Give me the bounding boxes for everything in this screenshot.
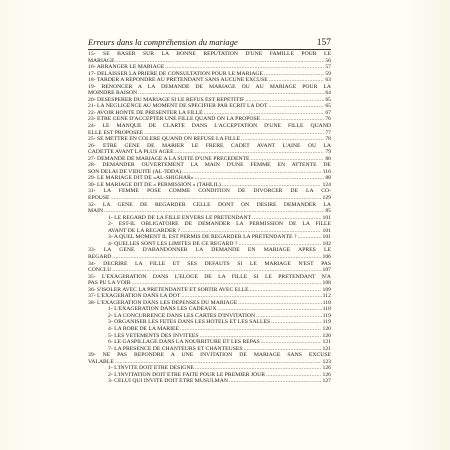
toc-entry-page: 121 <box>322 339 331 346</box>
toc-entry-page: 127 <box>322 378 331 385</box>
toc-entry-page: 77 <box>325 129 331 136</box>
toc-entry-title: PAS PU LA VOIR <box>88 280 131 287</box>
toc-entry-page: 101 <box>322 227 331 234</box>
toc-entry-page: 112 <box>322 293 331 300</box>
toc-entry: 28- DEMANDER OUVERTEMENT LA MAIN D'UNE FEMME EN ATTENTE DE <box>88 162 331 169</box>
toc-entry-page: 64 <box>325 90 331 97</box>
toc-entry-title: 4- QUELLES SONT LES LIMITES DE CE REGARD ? <box>108 240 238 247</box>
toc-entry-page: 118 <box>322 299 331 306</box>
toc-entry-page: 65 <box>325 103 331 110</box>
toc-entry-title: AVANT DE LA REGARDER ? <box>108 227 181 234</box>
toc-entry-page: 88 <box>325 175 331 182</box>
dot-leader <box>241 136 324 143</box>
toc-entry-page: 78 <box>325 136 331 143</box>
toc-entry-page: 120 <box>322 325 331 332</box>
toc-entry-title: 3- CELUI QUI INVITE DOIT ETRE MUSULMAN <box>108 378 228 385</box>
toc-entry <box>88 195 331 202</box>
toc-entry-page: 126 <box>322 371 331 378</box>
toc-entry-title: 38- L'EXAGERATION DANS LES DEPENSES DU MARIAGE <box>88 299 238 306</box>
toc-entry-page: 65 <box>325 96 331 103</box>
toc-entry-title: 1- L'INVITE DOIT ETRE DESIGNE <box>108 365 194 372</box>
toc-entry-page: 120 <box>322 332 331 339</box>
toc-entry-page: 129 <box>322 195 331 202</box>
toc-entry-page: 67 <box>325 109 331 116</box>
toc-entry-title: 18- TARDER A REPONDRE AU PRETENDANT SANS AUCUNE EXCUSE <box>88 77 268 84</box>
toc-entry-page: 109 <box>322 286 331 293</box>
toc-entry-page: 76 <box>325 116 331 123</box>
toc-entry-page: 101 <box>322 214 331 221</box>
toc-entry-title: 21- LA NEGLIGENCE AU MOMENT DE SPECIFIER PAR ECRIT LA DOT <box>88 103 268 110</box>
toc-entry-title: 29- LE MARIAGE DIT DE «AL-SHIGHAR» <box>88 175 194 182</box>
toc-entry-page: 118 <box>322 306 331 313</box>
toc-entry-page: 63 <box>325 77 331 84</box>
toc-entry-page: 56 <box>325 57 331 64</box>
toc-entry <box>88 267 331 274</box>
toc-entry-title: 5- LES VETEMENTS DES INVITEES <box>108 332 199 339</box>
toc-entry-page: 102 <box>322 240 331 247</box>
toc-entry-title: 4- LA ROBE DE LA MARIEE <box>108 325 179 332</box>
toc-entry-title: 3- ORGANISER LES FETES DANS LES HOTELS ET LES SALLES <box>108 319 271 326</box>
toc-entry-title: MAIN <box>88 208 104 215</box>
toc-entry-title: 23- ETRE GENE D'ACCEPTER UNE FILLE QUAND ON LA PROPOSE <box>88 116 261 123</box>
toc-entry: 35- L'EXAGERATION DANS L'ELOGE DE LA FILLE SI LE PRETENDANT N'A <box>88 273 331 280</box>
running-title: Erreurs dans la compréhension du mariage <box>88 37 238 47</box>
toc-entry-page: 85 <box>325 208 331 215</box>
table-of-contents <box>88 51 331 385</box>
toc-entry: 26- ETRE GENE DE MARIER LE FRERE CADET AVANT L'AINE OU LA <box>88 142 331 149</box>
toc-entry-title: 36- S'ISOLER AVEC LA PRETENDANTE ET SORTIR AVEC ELLE <box>88 286 249 293</box>
toc-entry-title: MARIAGE <box>88 57 115 64</box>
toc-entry-page: 107 <box>322 267 331 274</box>
toc-entry-title: MOINDRE RAISON <box>88 90 138 97</box>
toc-entry-title: ELLE EST PROPOSEE <box>88 129 144 136</box>
toc-entry <box>88 254 331 261</box>
toc-entry-title: 25- SE METTRE EN COLERE QUAND ON REFUSE LA FILLE <box>88 136 241 143</box>
toc-entry-title: CONCLU <box>88 267 112 274</box>
toc-entry <box>88 136 331 143</box>
toc-entry-page: 79 <box>325 149 331 156</box>
toc-entry-title: 3- A QUEL MOMENT IL EST PERMIS DE REGARDER LA PRETENDANTE ? <box>108 234 297 241</box>
toc-entry-title: 1- L'EXAGERATION DANS LES CADEAUX <box>108 306 217 313</box>
dot-leader <box>111 195 322 202</box>
toc-entry-title: REGARD <box>88 253 112 260</box>
toc-entry-title: 16- ARRANGER LE MARIAGE <box>88 64 165 71</box>
toc-entry-page: 126 <box>322 365 331 372</box>
toc-entry-title: VALABLE <box>88 358 114 365</box>
toc-entry: 39- NE PAS REPONDRE A UNE INVITATION DE MARIAGE SANS EXCUSE <box>88 352 331 359</box>
toc-entry-page: 119 <box>322 312 331 319</box>
toc-entry-title: CADETTE AVANT LA PLUS AGEE <box>88 149 174 156</box>
dot-leader <box>269 77 325 84</box>
page-number: 157 <box>316 38 331 48</box>
toc-entry: 34- DECRIRE LA FILLE ET SES DEFAUTS SI LE MARIAGE N'EST PAS <box>88 260 331 267</box>
toc-entry-page: 106 <box>322 253 331 260</box>
toc-entry: 24- LE MANQUE DE CLARTE DANS L'ACCEPTATION D'UNE FILLE QUAND <box>88 123 331 130</box>
toc-entry: 15- SE BASER SUR LA BONNE REPUTATION D'UNE FAMILLE POUR LE <box>88 51 331 57</box>
toc-entry-title: 37- L'EXAGERATION DANS LA DOT <box>88 293 181 300</box>
toc-entry-title: 7- LA PRESENCE DE CHANTEURS ET CHANTEUSES <box>108 345 243 352</box>
toc-entry-page: 124 <box>322 181 331 188</box>
toc-entry-title: 6- LE GASPILLAGE DANS LA NOURRITURE ET LES REPAS <box>108 339 260 346</box>
toc-entry-title: 22- AVOIR HONTE DE PRESENTER LA FILLE <box>88 109 203 116</box>
toc-entry-title: 27- DEMANDE DE MARIAGE A LA SUITE D'UNE PRECEDENTE <box>88 155 250 162</box>
page-header <box>88 35 331 50</box>
toc-entry: 19- RENONCER A LA DEMANDE DE MARIAGE OU AU MARIAGE POUR LA <box>88 83 331 90</box>
dot-leader <box>112 254 321 261</box>
toc-entry-page: 101 <box>322 234 331 241</box>
toc-entry-title: 30- LE MARIAGE DIT DE « PERMISSION » (TAHLIL) <box>88 181 221 188</box>
toc-entry-page: 116 <box>322 168 331 175</box>
toc-entry-page: 123 <box>322 358 331 365</box>
toc-entry-page: 59 <box>325 70 331 77</box>
toc-entry-title: 2- LA CONCURRENCE DANS LES CARTES D'INVITATION <box>108 312 256 319</box>
toc-entry: 33- LA GENE D'ABANDONNER LA DEMANDE EN MARIAGE APRES LE <box>88 247 331 254</box>
toc-entry: 32- LA GENE DE REGARDER CELLE DONT ON DESIRE DEMANDER LA <box>88 201 331 208</box>
toc-entry-title: 2- L'INVITATION DOIT ETRE FAITE POUR LE PREMIER JOUR <box>108 371 266 378</box>
toc-entry-title: 17- DELAISSER LA PRIERE DE CONSULTATION POUR LE MARIAGE <box>88 70 264 77</box>
dot-leader <box>112 267 321 274</box>
toc-entry-title: EPOUSE <box>88 195 110 202</box>
toc-entry-title: SON DELAI DE VIDUITE (AL-'IDDA) <box>88 168 182 175</box>
toc-entry-title: 1- LE REGARD DE LA FILLE ENVERS LE PRETENDANT <box>108 214 252 221</box>
toc-entry-page: 121 <box>322 345 331 352</box>
toc-entry: 2- EST-IL OBLIGATOIRE DE DEMANDER LA PERMISSION DE LA FILLE <box>108 221 331 228</box>
toc-entry <box>88 77 331 84</box>
toc-entry-page: 108 <box>322 280 331 287</box>
toc-entry <box>88 378 331 385</box>
toc-entry-page: 119 <box>322 319 331 326</box>
toc-entry: 31- LA FEMME POSE COMME CONDITION DE DIVORCER DE LA CO- <box>88 188 331 195</box>
toc-entry-title: 20- DESESPERER DU MARIAGE SI LE REFUS EST REPETITIF <box>88 96 245 103</box>
toc-entry-page: 57 <box>325 64 331 71</box>
toc-entry-page: 80 <box>325 155 331 162</box>
dot-leader <box>229 378 322 385</box>
